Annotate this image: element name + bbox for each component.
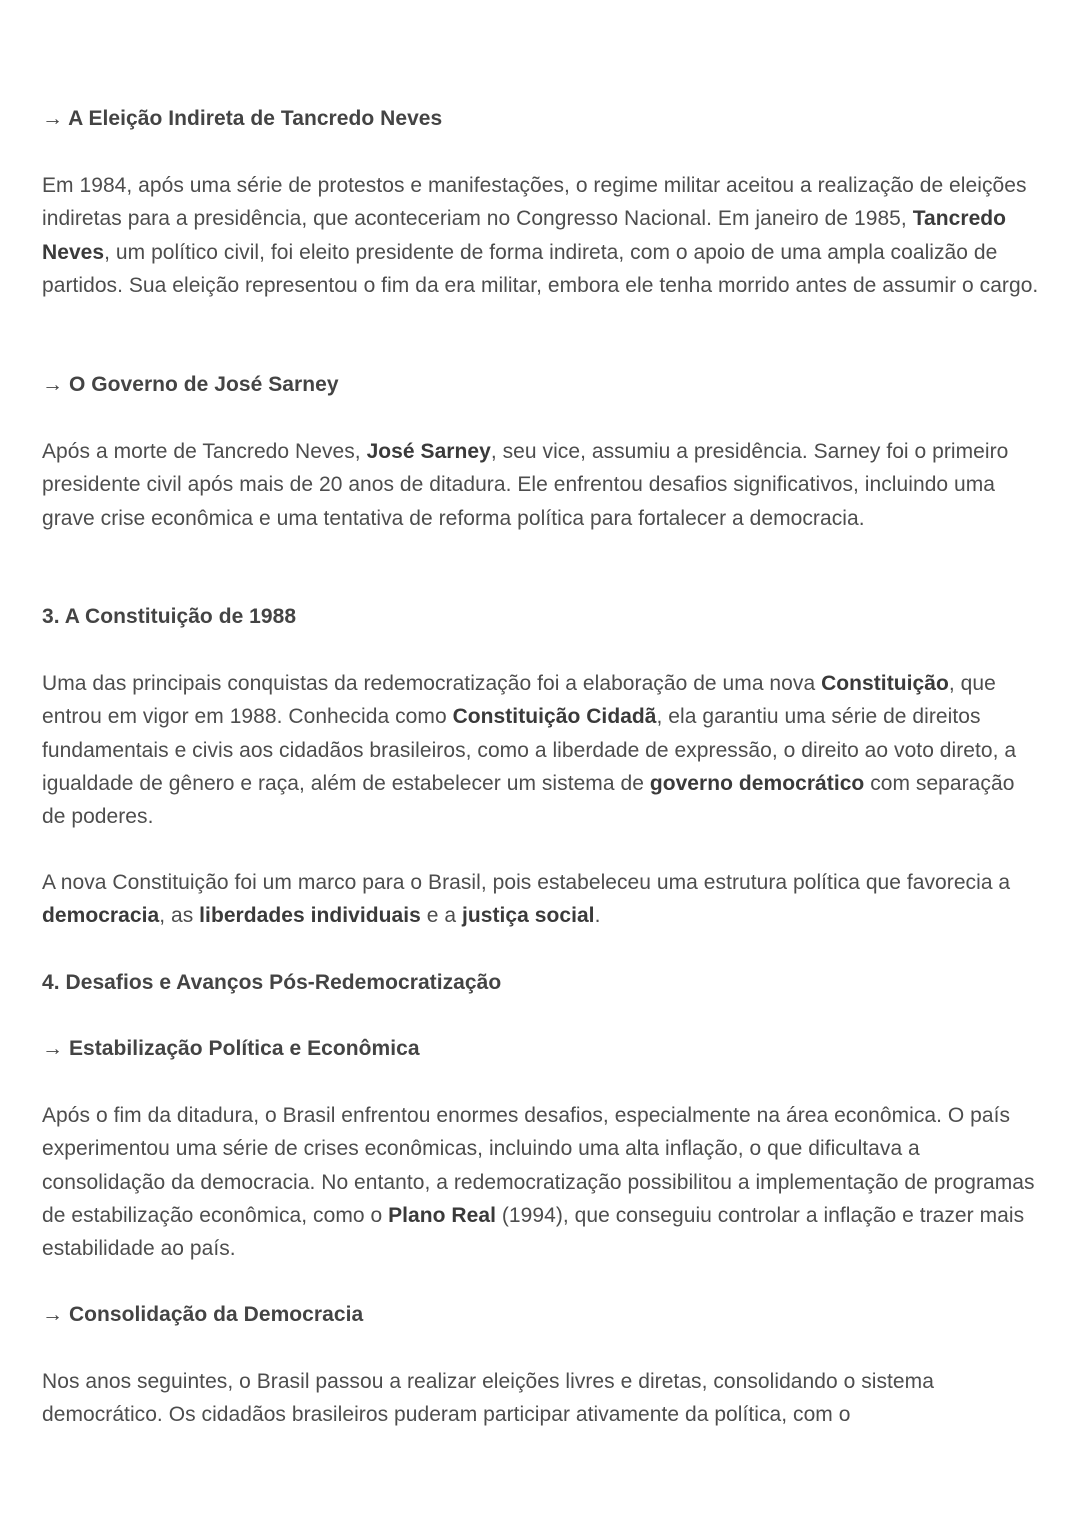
bold-text-justica-social: justiça social [461,904,595,928]
text-run: Em 1984, após uma série de protestos e manifestações, o regime militar aceitou a realização de eleições indiretas para a presidência, que aconteceriam no Congresso Nacional. Em janeiro de 1985, [42,174,1027,231]
paragraph-marco [42,866,1042,933]
paragraph-governo-sarney [42,435,1042,535]
text-run: A nova Constituição foi um marco para o Brasil, pois estabeleceu uma estrutura política que favorecia a [42,871,1011,894]
bold-text-democracia: democracia [42,904,160,928]
subheading-governo-sarney [42,368,1042,401]
paragraph-consolidacao [42,1365,1042,1432]
text-run: e a [420,904,462,928]
subheading-text: Estabilização Política e Econômica [68,1037,420,1060]
bold-text-liberdades-individuais: liberdades individuais [199,904,421,928]
paragraph-eleicao-indireta [42,169,1042,302]
text-run: . [594,904,601,928]
arrow-right-icon: → [42,1303,64,1326]
arrow-right-icon: → [42,107,64,130]
text-run: , seu vice, assumiu a presidência. Sarney foi o primeiro presidente civil após mais de 20 anos de ditadura. Ele enfrentou desafios significativos, incluindo uma grave crise econômica e uma tentativa de reforma política para fortalecer a democracia. [42,440,1009,530]
text-run: , um político civil, foi eleito presidente de forma indireta, com o apoio de uma ampla coalizão de partidos. Sua eleição representou o fim da era militar, embora ele tenha morrido antes de assumir o cargo. [42,240,1039,297]
section-heading-constituicao [42,600,1042,633]
heading-text: 4. Desafios e Avanços Pós-Redemocratização [42,971,502,994]
text-run: Uma das principais conquistas da redemocratização foi a elaboração de uma nova [42,672,822,695]
subheading-eleicao-indireta [42,102,1042,135]
bold-text-plano-real: Plano Real [388,1203,496,1227]
bold-text-constituicao-cidada: Constituição Cidadã [452,705,657,729]
subheading-text: A Eleição Indireta de Tancredo Neves [68,107,443,130]
subheading-text: O Governo de José Sarney [68,373,339,396]
arrow-right-icon: → [42,1037,64,1060]
subheading-estabilizacao [42,1032,1042,1065]
bold-text-governo-democratico: governo democrático [649,771,865,795]
bold-text-tancredo-neves: Tancredo Neves [42,207,1007,264]
section-heading-desafios [42,966,1042,999]
paragraph-constituicao [42,667,1042,833]
heading-text: 3. A Constituição de 1988 [42,605,297,628]
text-run: (1994), que conseguiu controlar a inflação e trazer mais estabilidade ao país. [42,1203,1025,1261]
text-run: , as [159,904,200,928]
text-run: , ela garantiu uma série de direitos fundamentais e civis aos cidadãos brasileiros, como a liberdade de expressão, o direito ao voto direto, a igualdade de gênero e raça, além de estabelecer um sistema de [42,705,1017,795]
arrow-right-icon: → [42,373,64,396]
paragraph-estabilizacao [42,1099,1042,1265]
text-run: com separação de poderes. [42,771,1015,829]
text-run: Após o fim da ditadura, o Brasil enfrentou enormes desafios, especialmente na área econômica. O país experimentou uma série de crises econômicas, incluindo uma alta inflação, o que dificultava a consolidação da democracia. No entanto, a redemocratização possibilitou a implementação de programas de estabilização econômica, como o [42,1104,1035,1227]
subheading-consolidacao [42,1298,1042,1331]
text-run: Nos anos seguintes, o Brasil passou a realizar eleições livres e diretas, consolidando o sistema democrático. Os cidadãos brasileiros puderam participar ativamente da política, com o [42,1370,934,1427]
subheading-text: Consolidação da Democracia [68,1303,364,1326]
bold-text-constituicao: Constituição [821,672,949,695]
bold-text-jose-sarney: José Sarney [366,440,491,463]
text-run: , que entrou em vigor em 1988. Conhecida como [42,672,996,729]
text-run: Após a morte de Tancredo Neves, [42,440,367,463]
